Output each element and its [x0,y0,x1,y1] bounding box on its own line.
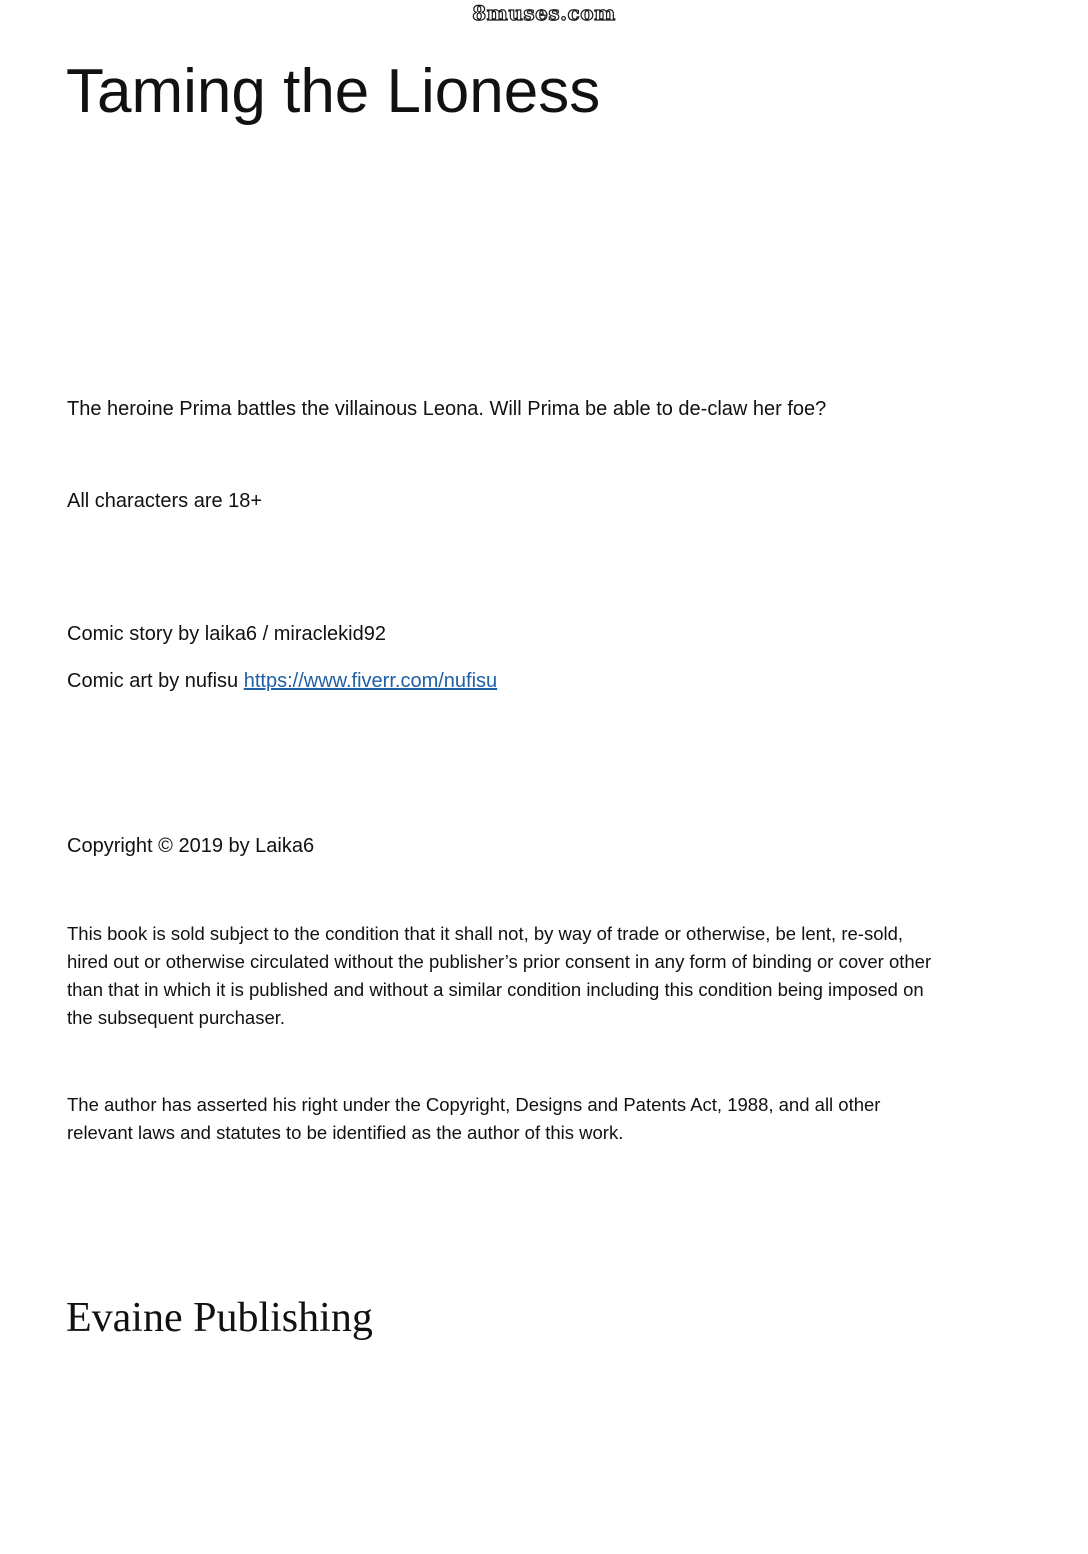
story-credit: Comic story by laika6 / miraclekid92 [67,623,386,645]
document-title: Taming the Lioness [66,57,601,126]
synopsis-text: The heroine Prima battles the villainous Leona. Will Prima be able to de-claw her foe? [67,398,827,420]
publisher-name: Evaine Publishing [66,1295,373,1341]
watermark-logo: 8muses.com [472,1,616,25]
sale-condition-paragraph: This book is sold subject to the condition that it shall not, by way of trade or otherwise, be lent, re-sold, hired out or otherwise circulated without the publisher’s prior consent in any form of binding or cover other than that in which it is published and without a similar condition including this condition being imposed on the subsequent purchaser. [67,923,932,1028]
art-credit [67,667,497,695]
fiverr-link[interactable]: https://www.fiverr.com/nufisu [243,670,498,692]
author-rights-paragraph: The author has asserted his right under the Copyright, Designs and Patents Act, 1988, and all other relevant laws and statutes to be identified as the author of this work. [67,1094,881,1143]
art-credit-label: Comic art by nufisu [67,670,244,692]
age-notice: All characters are 18+ [67,490,263,512]
copyright-line: Copyright © 2019 by Laika6 [67,835,315,857]
